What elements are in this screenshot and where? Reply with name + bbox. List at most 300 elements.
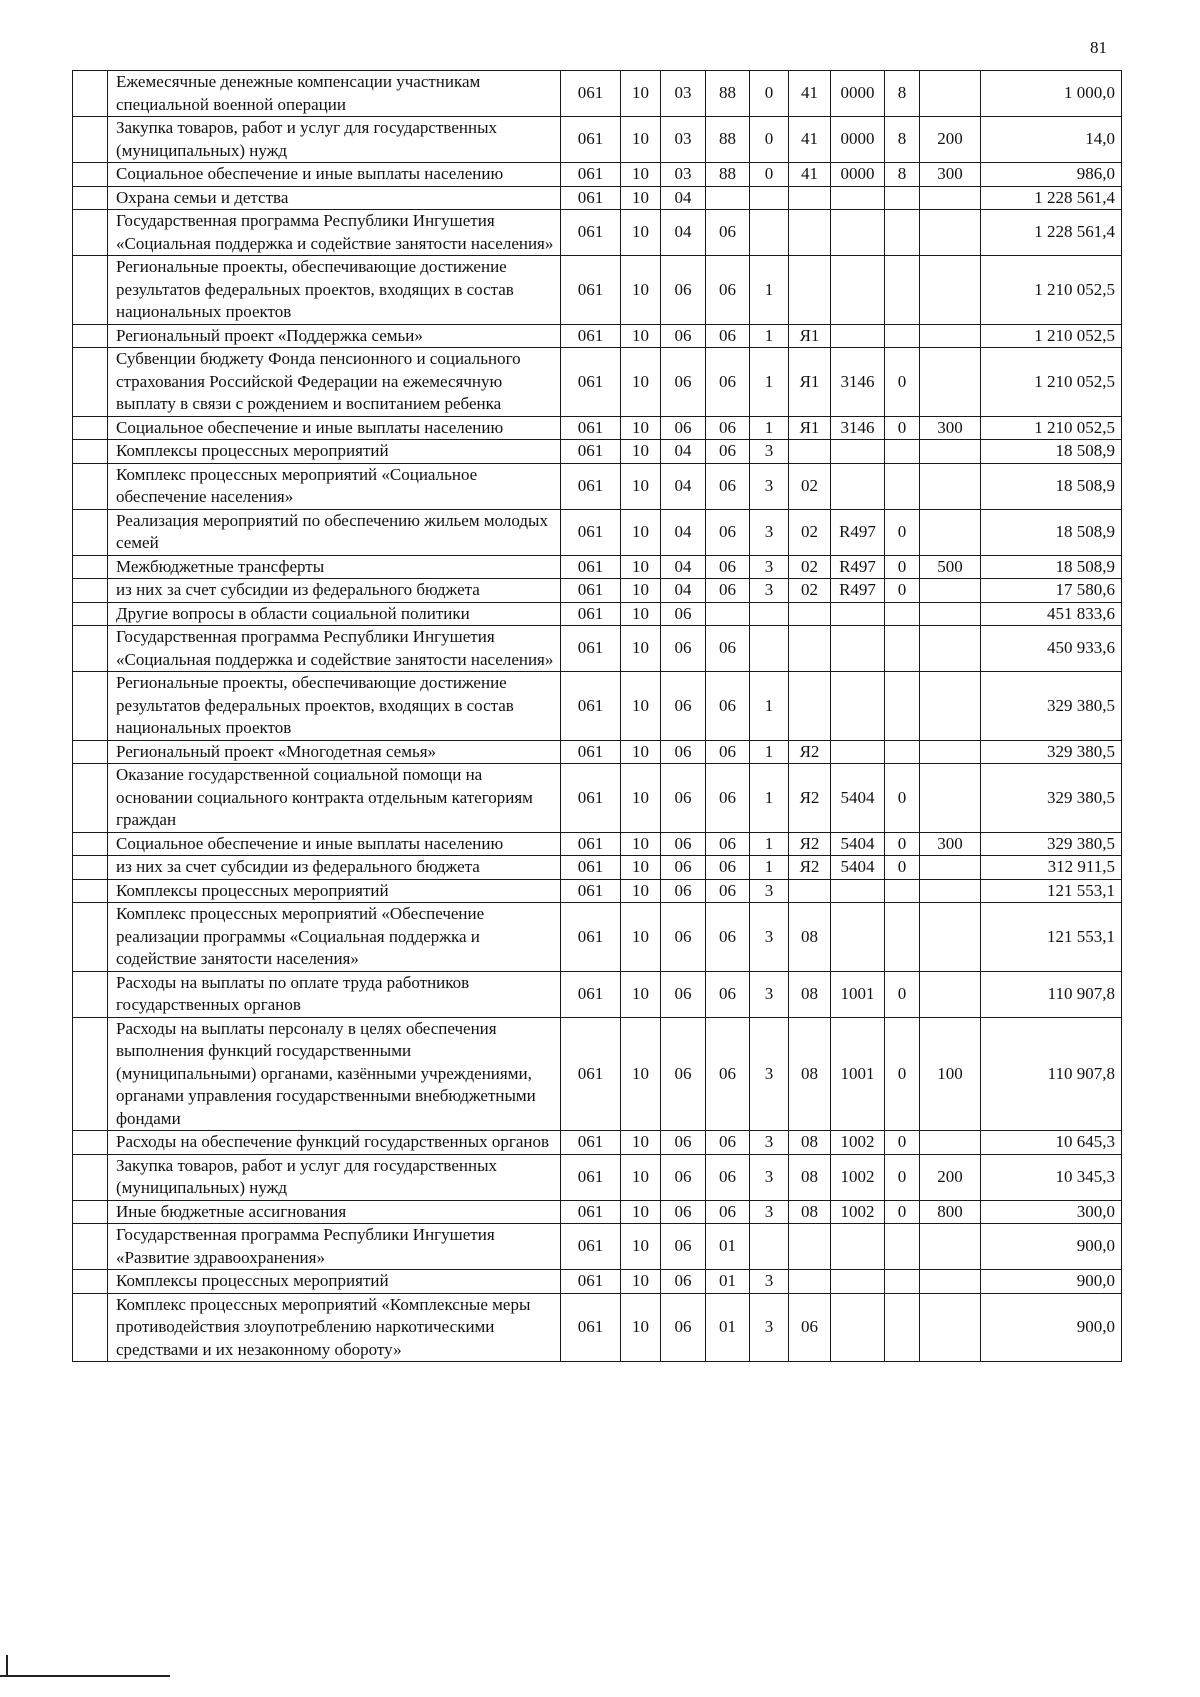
project-code-cell: Я2 xyxy=(789,764,831,833)
table-row xyxy=(73,1224,1122,1270)
table-body xyxy=(73,71,1122,1362)
item-name-cell: Комплексы процессных мероприятий xyxy=(108,440,561,464)
direction-code-cell: 1002 xyxy=(831,1154,885,1200)
row-marker-cell xyxy=(73,1154,108,1200)
project-code-cell: 41 xyxy=(789,163,831,187)
program-code-cell: 06 xyxy=(706,832,750,856)
subsection-code-cell: 06 xyxy=(661,348,706,417)
project-code-cell: 02 xyxy=(789,579,831,603)
amount-cell: 450 933,6 xyxy=(981,626,1122,672)
ministry-code-cell: 061 xyxy=(561,1154,621,1200)
project-code-cell: Я1 xyxy=(789,348,831,417)
program-code-cell: 01 xyxy=(706,1270,750,1294)
item-name-cell: Расходы на выплаты персоналу в целях обеспечения выполнения функций государственными (муниципальными) органами, казёнными учреждениями, органами управления государственными внебюджетными фондами xyxy=(108,1017,561,1131)
amount-cell: 300,0 xyxy=(981,1200,1122,1224)
item-name-cell: из них за счет субсидии из федерального бюджета xyxy=(108,856,561,880)
subsection-code-cell: 06 xyxy=(661,764,706,833)
program-code-cell: 06 xyxy=(706,903,750,972)
subprogram-code-cell xyxy=(750,602,789,626)
subprogram-code-cell: 3 xyxy=(750,509,789,555)
ministry-code-cell: 061 xyxy=(561,163,621,187)
direction-suffix-cell xyxy=(885,324,920,348)
subprogram-code-cell xyxy=(750,186,789,210)
direction-suffix-cell: 0 xyxy=(885,1017,920,1131)
direction-suffix-cell: 0 xyxy=(885,416,920,440)
expense-type-cell xyxy=(920,879,981,903)
project-code-cell: Я1 xyxy=(789,324,831,348)
item-name-cell: Иные бюджетные ассигнования xyxy=(108,1200,561,1224)
expense-type-cell xyxy=(920,1224,981,1270)
ministry-code-cell: 061 xyxy=(561,903,621,972)
direction-code-cell: 3146 xyxy=(831,348,885,417)
program-code-cell: 06 xyxy=(706,672,750,741)
direction-suffix-cell: 0 xyxy=(885,832,920,856)
subprogram-code-cell: 3 xyxy=(750,555,789,579)
direction-code-cell xyxy=(831,1293,885,1362)
direction-code-cell: 0000 xyxy=(831,117,885,163)
program-code-cell: 06 xyxy=(706,1131,750,1155)
section-code-cell: 10 xyxy=(621,1131,661,1155)
direction-code-cell xyxy=(831,903,885,972)
ministry-code-cell: 061 xyxy=(561,740,621,764)
item-name-cell: Комплекс процессных мероприятий «Комплексные меры противодействия злоупотреблению наркотическими средствами и их незаконному обороту» xyxy=(108,1293,561,1362)
direction-code-cell: 5404 xyxy=(831,832,885,856)
program-code-cell: 06 xyxy=(706,971,750,1017)
amount-cell: 1 210 052,5 xyxy=(981,416,1122,440)
expense-type-cell xyxy=(920,764,981,833)
item-name-cell: Комплекс процессных мероприятий «Обеспечение реализации программы «Социальная поддержка и содействие занятости населения» xyxy=(108,903,561,972)
ministry-code-cell: 061 xyxy=(561,210,621,256)
item-name-cell: Государственная программа Республики Ингушетия «Социальная поддержка и содействие занятости населения» xyxy=(108,210,561,256)
direction-code-cell: 1002 xyxy=(831,1200,885,1224)
direction-code-cell xyxy=(831,626,885,672)
expense-type-cell: 800 xyxy=(920,1200,981,1224)
program-code-cell xyxy=(706,186,750,210)
ministry-code-cell: 061 xyxy=(561,602,621,626)
amount-cell: 329 380,5 xyxy=(981,832,1122,856)
direction-suffix-cell xyxy=(885,740,920,764)
direction-suffix-cell xyxy=(885,879,920,903)
program-code-cell: 06 xyxy=(706,1017,750,1131)
expense-type-cell: 300 xyxy=(920,163,981,187)
ministry-code-cell: 061 xyxy=(561,509,621,555)
section-code-cell: 10 xyxy=(621,416,661,440)
section-code-cell: 10 xyxy=(621,324,661,348)
amount-cell: 121 553,1 xyxy=(981,903,1122,972)
expense-type-cell xyxy=(920,626,981,672)
row-marker-cell xyxy=(73,348,108,417)
subsection-code-cell: 06 xyxy=(661,1017,706,1131)
subsection-code-cell: 06 xyxy=(661,1131,706,1155)
project-code-cell xyxy=(789,1224,831,1270)
project-code-cell: 02 xyxy=(789,555,831,579)
direction-suffix-cell: 0 xyxy=(885,509,920,555)
row-marker-cell xyxy=(73,440,108,464)
table-row xyxy=(73,626,1122,672)
section-code-cell: 10 xyxy=(621,71,661,117)
program-code-cell: 06 xyxy=(706,509,750,555)
item-name-cell: Расходы на обеспечение функций государственных органов xyxy=(108,1131,561,1155)
amount-cell: 18 508,9 xyxy=(981,440,1122,464)
section-code-cell: 10 xyxy=(621,440,661,464)
section-code-cell: 10 xyxy=(621,509,661,555)
subprogram-code-cell: 1 xyxy=(750,324,789,348)
direction-suffix-cell: 0 xyxy=(885,764,920,833)
section-code-cell: 10 xyxy=(621,1293,661,1362)
section-code-cell: 10 xyxy=(621,463,661,509)
table-row xyxy=(73,324,1122,348)
expense-type-cell: 300 xyxy=(920,416,981,440)
row-marker-cell xyxy=(73,626,108,672)
program-code-cell: 06 xyxy=(706,740,750,764)
ministry-code-cell: 061 xyxy=(561,579,621,603)
project-code-cell xyxy=(789,602,831,626)
direction-code-cell xyxy=(831,1270,885,1294)
row-marker-cell xyxy=(73,186,108,210)
item-name-cell: Комплекс процессных мероприятий «Социальное обеспечение населения» xyxy=(108,463,561,509)
direction-code-cell: 1001 xyxy=(831,1017,885,1131)
direction-suffix-cell xyxy=(885,210,920,256)
table-row xyxy=(73,1017,1122,1131)
ministry-code-cell: 061 xyxy=(561,186,621,210)
expense-type-cell xyxy=(920,672,981,741)
table-row xyxy=(73,971,1122,1017)
row-marker-cell xyxy=(73,856,108,880)
program-code-cell: 06 xyxy=(706,764,750,833)
project-code-cell xyxy=(789,186,831,210)
program-code-cell: 06 xyxy=(706,1154,750,1200)
row-marker-cell xyxy=(73,1293,108,1362)
direction-code-cell: 5404 xyxy=(831,856,885,880)
direction-suffix-cell: 0 xyxy=(885,555,920,579)
item-name-cell: Межбюджетные трансферты xyxy=(108,555,561,579)
subsection-code-cell: 06 xyxy=(661,1154,706,1200)
amount-cell: 329 380,5 xyxy=(981,740,1122,764)
expense-type-cell: 200 xyxy=(920,1154,981,1200)
item-name-cell: Расходы на выплаты по оплате труда работников государственных органов xyxy=(108,971,561,1017)
ministry-code-cell: 061 xyxy=(561,324,621,348)
direction-code-cell xyxy=(831,602,885,626)
item-name-cell: Ежемесячные денежные компенсации участникам специальной военной операции xyxy=(108,71,561,117)
program-code-cell: 06 xyxy=(706,555,750,579)
section-code-cell: 10 xyxy=(621,256,661,325)
expense-type-cell: 500 xyxy=(920,555,981,579)
row-marker-cell xyxy=(73,117,108,163)
expense-type-cell xyxy=(920,463,981,509)
amount-cell: 986,0 xyxy=(981,163,1122,187)
table-row xyxy=(73,672,1122,741)
ministry-code-cell: 061 xyxy=(561,672,621,741)
expense-type-cell xyxy=(920,71,981,117)
direction-suffix-cell xyxy=(885,626,920,672)
item-name-cell: Комплексы процессных мероприятий xyxy=(108,879,561,903)
direction-code-cell: R497 xyxy=(831,579,885,603)
direction-suffix-cell xyxy=(885,1293,920,1362)
subsection-code-cell: 06 xyxy=(661,879,706,903)
table-row xyxy=(73,856,1122,880)
subprogram-code-cell xyxy=(750,626,789,672)
direction-code-cell: R497 xyxy=(831,509,885,555)
ministry-code-cell: 061 xyxy=(561,1017,621,1131)
row-marker-cell xyxy=(73,210,108,256)
project-code-cell: 41 xyxy=(789,71,831,117)
subprogram-code-cell: 3 xyxy=(750,463,789,509)
amount-cell: 329 380,5 xyxy=(981,672,1122,741)
ministry-code-cell: 061 xyxy=(561,1270,621,1294)
direction-suffix-cell xyxy=(885,463,920,509)
program-code-cell: 06 xyxy=(706,856,750,880)
program-code-cell: 06 xyxy=(706,579,750,603)
subprogram-code-cell: 1 xyxy=(750,416,789,440)
direction-code-cell xyxy=(831,740,885,764)
subprogram-code-cell: 3 xyxy=(750,1154,789,1200)
subprogram-code-cell: 0 xyxy=(750,163,789,187)
subprogram-code-cell: 1 xyxy=(750,348,789,417)
table-row xyxy=(73,602,1122,626)
expense-type-cell xyxy=(920,1131,981,1155)
subsection-code-cell: 06 xyxy=(661,416,706,440)
section-code-cell: 10 xyxy=(621,903,661,972)
project-code-cell: 41 xyxy=(789,117,831,163)
direction-code-cell xyxy=(831,440,885,464)
subsection-code-cell: 03 xyxy=(661,117,706,163)
subsection-code-cell: 04 xyxy=(661,555,706,579)
subsection-code-cell: 06 xyxy=(661,832,706,856)
row-marker-cell xyxy=(73,579,108,603)
project-code-cell: 08 xyxy=(789,1200,831,1224)
subsection-code-cell: 06 xyxy=(661,1293,706,1362)
project-code-cell: 08 xyxy=(789,1131,831,1155)
direction-suffix-cell xyxy=(885,186,920,210)
subsection-code-cell: 06 xyxy=(661,971,706,1017)
direction-code-cell xyxy=(831,210,885,256)
page-number: 81 xyxy=(1090,38,1107,57)
project-code-cell xyxy=(789,210,831,256)
row-marker-cell xyxy=(73,1224,108,1270)
row-marker-cell xyxy=(73,672,108,741)
direction-suffix-cell: 0 xyxy=(885,348,920,417)
project-code-cell: 08 xyxy=(789,971,831,1017)
expense-type-cell xyxy=(920,971,981,1017)
direction-code-cell: 0000 xyxy=(831,163,885,187)
item-name-cell: Другие вопросы в области социальной политики xyxy=(108,602,561,626)
subprogram-code-cell: 3 xyxy=(750,971,789,1017)
amount-cell: 451 833,6 xyxy=(981,602,1122,626)
ministry-code-cell: 061 xyxy=(561,463,621,509)
direction-code-cell xyxy=(831,1224,885,1270)
project-code-cell: 02 xyxy=(789,509,831,555)
project-code-cell: Я2 xyxy=(789,856,831,880)
program-code-cell: 88 xyxy=(706,71,750,117)
subsection-code-cell: 06 xyxy=(661,856,706,880)
subprogram-code-cell: 3 xyxy=(750,1293,789,1362)
subprogram-code-cell: 1 xyxy=(750,672,789,741)
table-row xyxy=(73,1293,1122,1362)
program-code-cell: 06 xyxy=(706,256,750,325)
ministry-code-cell: 061 xyxy=(561,256,621,325)
expense-type-cell xyxy=(920,256,981,325)
subprogram-code-cell: 1 xyxy=(750,832,789,856)
expense-type-cell: 100 xyxy=(920,1017,981,1131)
direction-suffix-cell: 0 xyxy=(885,971,920,1017)
item-name-cell: Социальное обеспечение и иные выплаты населению xyxy=(108,416,561,440)
item-name-cell: Охрана семьи и детства xyxy=(108,186,561,210)
program-code-cell: 01 xyxy=(706,1224,750,1270)
item-name-cell: Реализация мероприятий по обеспечению жильем молодых семей xyxy=(108,509,561,555)
subprogram-code-cell: 3 xyxy=(750,1270,789,1294)
section-code-cell: 10 xyxy=(621,579,661,603)
program-code-cell: 06 xyxy=(706,463,750,509)
row-marker-cell xyxy=(73,1131,108,1155)
project-code-cell: 08 xyxy=(789,1154,831,1200)
amount-cell: 18 508,9 xyxy=(981,463,1122,509)
direction-code-cell: R497 xyxy=(831,555,885,579)
subprogram-code-cell: 1 xyxy=(750,856,789,880)
program-code-cell: 06 xyxy=(706,440,750,464)
subprogram-code-cell: 0 xyxy=(750,117,789,163)
scan-edge-mark xyxy=(0,1675,170,1677)
direction-suffix-cell: 8 xyxy=(885,163,920,187)
expense-type-cell xyxy=(920,903,981,972)
amount-cell: 17 580,6 xyxy=(981,579,1122,603)
section-code-cell: 10 xyxy=(621,832,661,856)
direction-suffix-cell xyxy=(885,256,920,325)
section-code-cell: 10 xyxy=(621,117,661,163)
program-code-cell: 06 xyxy=(706,879,750,903)
subprogram-code-cell: 1 xyxy=(750,740,789,764)
subsection-code-cell: 06 xyxy=(661,1270,706,1294)
subsection-code-cell: 06 xyxy=(661,256,706,325)
amount-cell: 329 380,5 xyxy=(981,764,1122,833)
direction-code-cell: 5404 xyxy=(831,764,885,833)
table-row xyxy=(73,764,1122,833)
ministry-code-cell: 061 xyxy=(561,1293,621,1362)
subsection-code-cell: 06 xyxy=(661,324,706,348)
table-row xyxy=(73,832,1122,856)
direction-code-cell xyxy=(831,463,885,509)
amount-cell: 900,0 xyxy=(981,1270,1122,1294)
direction-code-cell xyxy=(831,879,885,903)
ministry-code-cell: 061 xyxy=(561,626,621,672)
direction-code-cell xyxy=(831,186,885,210)
amount-cell: 18 508,9 xyxy=(981,555,1122,579)
table-row xyxy=(73,579,1122,603)
direction-suffix-cell xyxy=(885,903,920,972)
table-row xyxy=(73,1154,1122,1200)
direction-suffix-cell: 8 xyxy=(885,71,920,117)
amount-cell: 121 553,1 xyxy=(981,879,1122,903)
table-row xyxy=(73,440,1122,464)
section-code-cell: 10 xyxy=(621,626,661,672)
table-row xyxy=(73,210,1122,256)
expense-type-cell xyxy=(920,1293,981,1362)
section-code-cell: 10 xyxy=(621,879,661,903)
table-row xyxy=(73,509,1122,555)
direction-code-cell xyxy=(831,672,885,741)
project-code-cell: 08 xyxy=(789,903,831,972)
subsection-code-cell: 04 xyxy=(661,186,706,210)
direction-code-cell: 1002 xyxy=(831,1131,885,1155)
amount-cell: 1 228 561,4 xyxy=(981,210,1122,256)
item-name-cell: Закупка товаров, работ и услуг для государственных (муниципальных) нужд xyxy=(108,117,561,163)
table-row xyxy=(73,1270,1122,1294)
item-name-cell: Субвенции бюджету Фонда пенсионного и социального страхования Российской Федерации на ежемесячную выплату в связи с рождением и воспитанием ребенка xyxy=(108,348,561,417)
table-row xyxy=(73,879,1122,903)
direction-suffix-cell: 8 xyxy=(885,117,920,163)
direction-suffix-cell xyxy=(885,1224,920,1270)
table-row xyxy=(73,256,1122,325)
direction-code-cell: 0000 xyxy=(831,71,885,117)
direction-code-cell xyxy=(831,324,885,348)
section-code-cell: 10 xyxy=(621,672,661,741)
row-marker-cell xyxy=(73,71,108,117)
section-code-cell: 10 xyxy=(621,163,661,187)
ministry-code-cell: 061 xyxy=(561,832,621,856)
subprogram-code-cell xyxy=(750,1224,789,1270)
table-row xyxy=(73,416,1122,440)
program-code-cell: 06 xyxy=(706,626,750,672)
section-code-cell: 10 xyxy=(621,971,661,1017)
program-code-cell: 01 xyxy=(706,1293,750,1362)
table-row xyxy=(73,117,1122,163)
expense-type-cell xyxy=(920,509,981,555)
amount-cell: 110 907,8 xyxy=(981,971,1122,1017)
section-code-cell: 10 xyxy=(621,555,661,579)
project-code-cell xyxy=(789,672,831,741)
item-name-cell: Государственная программа Республики Ингушетия «Социальная поддержка и содействие занятости населения» xyxy=(108,626,561,672)
project-code-cell: Я2 xyxy=(789,740,831,764)
row-marker-cell xyxy=(73,879,108,903)
section-code-cell: 10 xyxy=(621,856,661,880)
ministry-code-cell: 061 xyxy=(561,348,621,417)
subprogram-code-cell: 3 xyxy=(750,579,789,603)
project-code-cell xyxy=(789,1270,831,1294)
direction-code-cell xyxy=(831,256,885,325)
ministry-code-cell: 061 xyxy=(561,71,621,117)
amount-cell: 312 911,5 xyxy=(981,856,1122,880)
subsection-code-cell: 06 xyxy=(661,1224,706,1270)
row-marker-cell xyxy=(73,602,108,626)
section-code-cell: 10 xyxy=(621,1154,661,1200)
amount-cell: 900,0 xyxy=(981,1224,1122,1270)
item-name-cell: из них за счет субсидии из федерального бюджета xyxy=(108,579,561,603)
ministry-code-cell: 061 xyxy=(561,416,621,440)
budget-table xyxy=(72,70,1122,1362)
ministry-code-cell: 061 xyxy=(561,440,621,464)
expense-type-cell xyxy=(920,602,981,626)
subprogram-code-cell: 3 xyxy=(750,1131,789,1155)
row-marker-cell xyxy=(73,163,108,187)
amount-cell: 14,0 xyxy=(981,117,1122,163)
table-row xyxy=(73,1131,1122,1155)
project-code-cell: Я1 xyxy=(789,416,831,440)
amount-cell: 900,0 xyxy=(981,1293,1122,1362)
row-marker-cell xyxy=(73,903,108,972)
subsection-code-cell: 06 xyxy=(661,626,706,672)
subprogram-code-cell xyxy=(750,210,789,256)
subsection-code-cell: 06 xyxy=(661,740,706,764)
direction-suffix-cell: 0 xyxy=(885,1200,920,1224)
row-marker-cell xyxy=(73,463,108,509)
amount-cell: 1 210 052,5 xyxy=(981,348,1122,417)
ministry-code-cell: 061 xyxy=(561,1131,621,1155)
subprogram-code-cell: 1 xyxy=(750,256,789,325)
row-marker-cell xyxy=(73,1017,108,1131)
section-code-cell: 10 xyxy=(621,210,661,256)
table-row xyxy=(73,71,1122,117)
row-marker-cell xyxy=(73,971,108,1017)
direction-suffix-cell: 0 xyxy=(885,1154,920,1200)
